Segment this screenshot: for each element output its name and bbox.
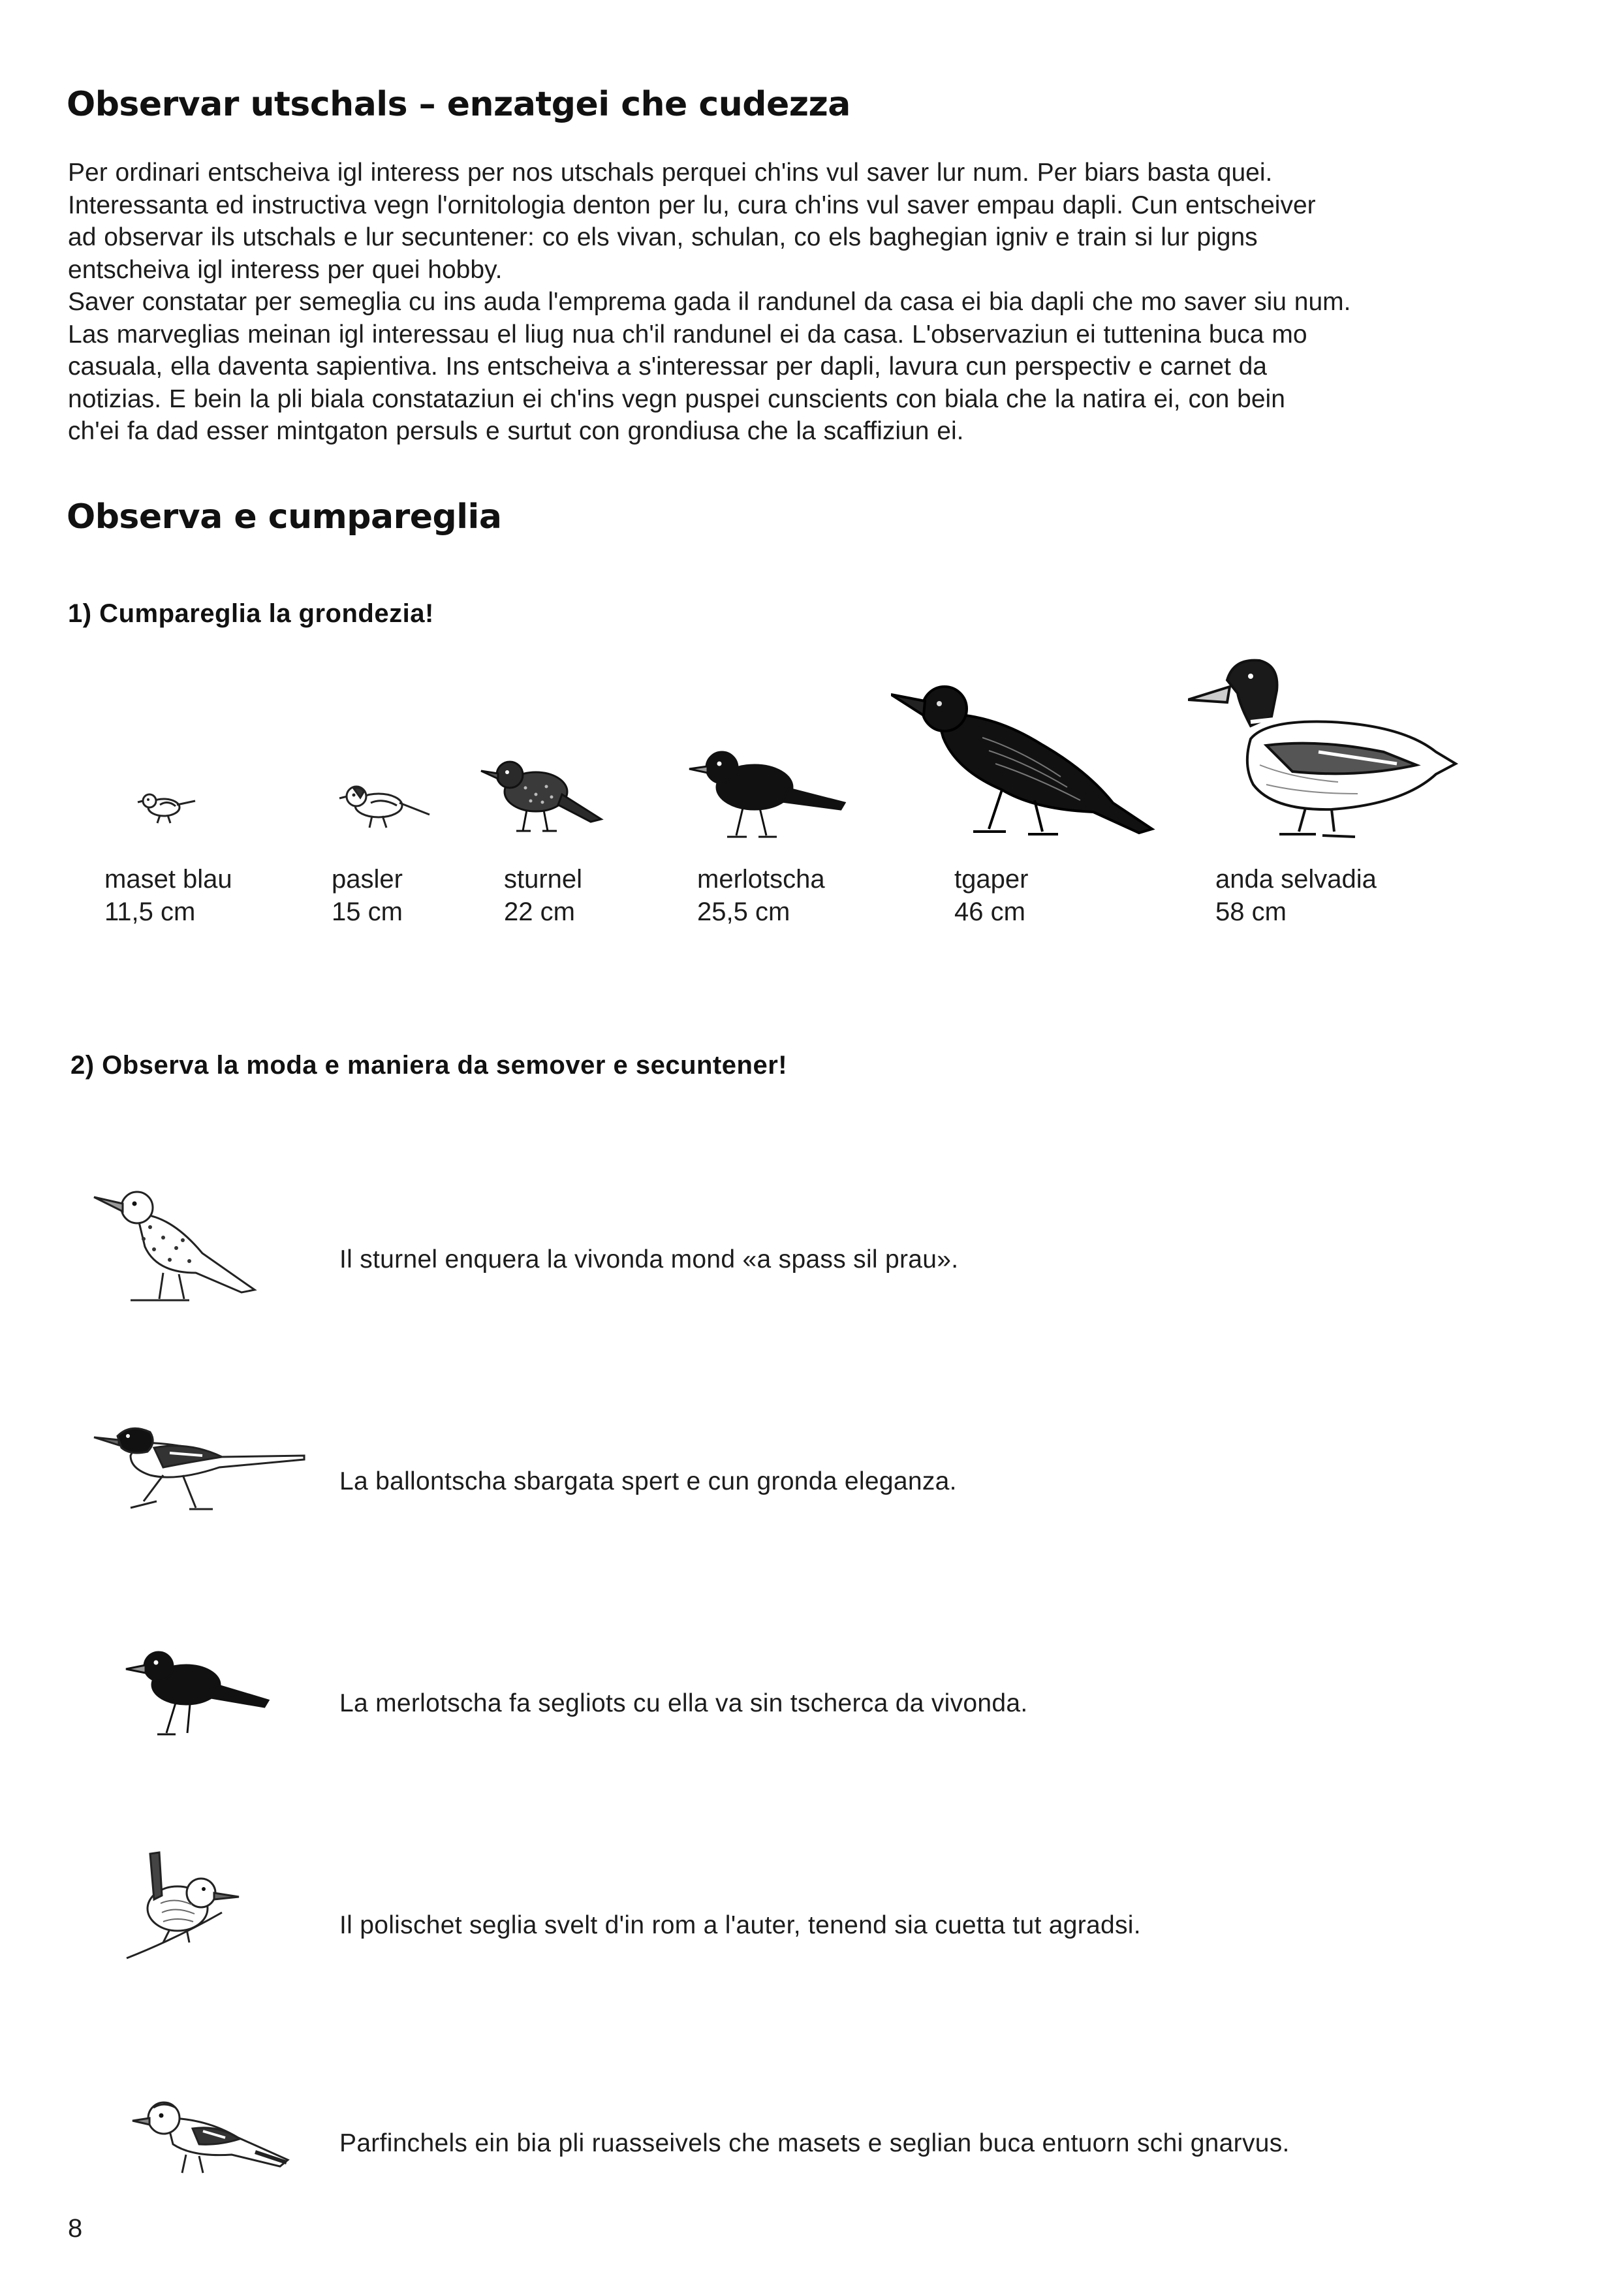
starling-icon [91,1175,261,1305]
blackbird-icon [684,743,847,841]
bird-size: 11,5 cm [104,898,196,926]
wagtail-icon [91,1410,307,1514]
intro-line: entscheiva igl interess per quei hobby. [68,255,503,284]
observation-text: Il polischet seglia svelt d'in rom a l'auter, tenend sia cuetta tut agradsi. [339,1911,1141,1939]
page-title: Observar utschals – enzatgei che cudezza [67,85,851,124]
size-caption [504,863,582,928]
sparrow-icon [334,777,432,830]
size-caption [1215,863,1377,928]
intro-line: Per ordinari entscheiva igl interess per nos utschals perquei ch'ins vul saver lur num. Per biars basta quei. [68,159,1273,187]
intro-line: ch'ei fa dad esser mintgaton persuls e surtut con grondiusa che la scaffiziun ei. [68,417,964,445]
blackbird-icon [121,1642,271,1740]
observation-text: Parfinchels ein bia pli ruasseivels che masets e seglian buca entuorn schi gnarvus. [339,2129,1290,2157]
compare-heading: 1) Cumpareglia la grondezia! [68,599,434,628]
bird-size: 15 cm [332,898,403,926]
size-caption [332,863,403,928]
wren-icon [124,1841,242,1965]
size-caption [104,863,232,928]
bird-name: anda selvadia [1215,865,1377,894]
intro-line: Interessanta ed instructiva vegn l'ornitologia denton per lu, cura ch'ins vul saver empau dapli. Cun entscheiver [68,191,1316,219]
intro-line: notizias. E bein la pli biala constataziun ei ch'ins vegn puspei cunscients con biala che la natira ei, con bein [68,384,1285,413]
bird-name: pasler [332,865,403,894]
intro-line: Las marveglias meinan igl interessau el liug nua ch'il randunel ei da casa. L'observaziun ei tuttenina buca mo [68,320,1307,349]
observe-heading: 2) Observa la moda e maniera da semover e secuntener! [70,1051,788,1080]
observation-text: La ballontscha sbargata spert e cun gronda eleganza. [339,1467,957,1495]
bird-size: 22 cm [504,898,575,926]
intro-line: casuala, ella daventa sapientiva. Ins entscheiva a s'interessar per dapli, lavura cun perspectiv e carnet da [68,352,1267,381]
observation-text: Il sturnel enquera la vivonda mond «a spass sil prau». [339,1245,959,1273]
blue-tit-icon [134,787,199,826]
crow-icon [891,672,1159,842]
bird-size: 25,5 cm [697,898,790,926]
bird-name: merlotscha [697,865,825,894]
mallard-icon [1188,654,1462,843]
bird-size: 58 cm [1215,898,1287,926]
bird-size: 46 cm [954,898,1025,926]
section-title: Observa e cumpareglia [67,497,502,537]
page-number: 8 [68,2214,83,2243]
intro-line: Saver constatar per semeglia cu ins auda l'emprema gada il randunel da casa ei bia dapli che mo saver siu num. [68,288,1351,316]
intro-line: ad observar ils utschals e lur secuntener: co els vivan, schulan, co els baghegian igniv e train si lur pigns [68,223,1258,251]
observation-text: La merlotscha fa segliots cu ella va sin tscherca da vivonda. [339,1689,1028,1717]
size-caption [697,863,825,928]
starling-icon [480,754,604,835]
bird-name: maset blau [104,865,232,894]
bird-name: tgaper [954,865,1029,894]
size-caption [954,863,1028,928]
chaffinch-icon [127,2092,290,2177]
intro-paragraph [68,157,1484,448]
bird-name: sturnel [504,865,583,894]
